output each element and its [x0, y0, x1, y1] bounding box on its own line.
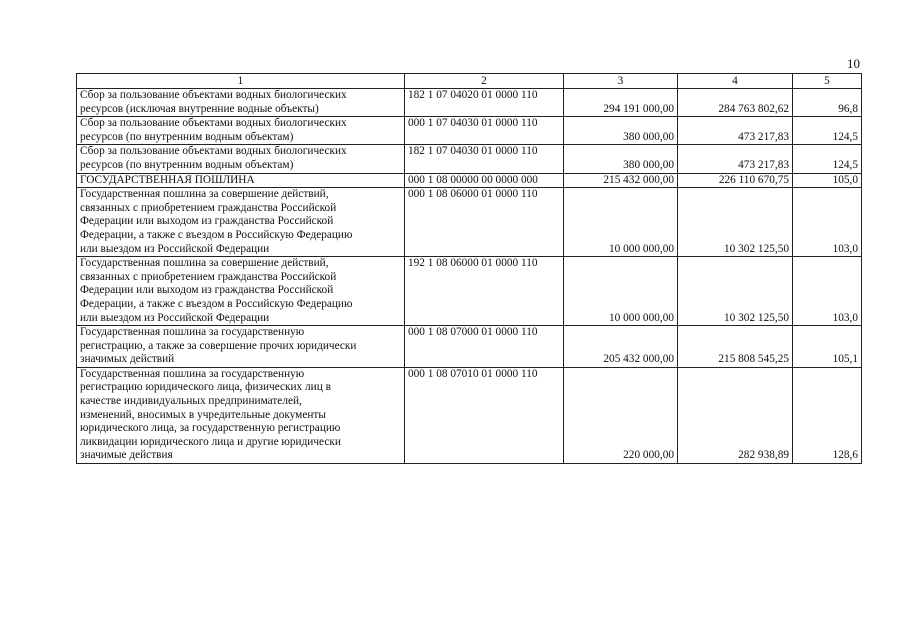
- header-cell: 2: [405, 74, 564, 89]
- header-cell: 3: [564, 74, 678, 89]
- percent-text: 105,1: [832, 353, 858, 366]
- percent-cell: [793, 326, 862, 368]
- actual-amount-cell: [678, 145, 793, 173]
- percent-cell: [793, 188, 862, 257]
- plan-amount-text: 10 000 000,00: [609, 311, 674, 324]
- revenue-name-text: ГОСУДАРСТВЕННАЯ ПОШЛИНА: [80, 173, 255, 186]
- actual-amount-cell: [678, 117, 793, 145]
- table-row: [77, 145, 862, 173]
- percent-text: 96,8: [838, 102, 858, 115]
- percent-cell: [793, 117, 862, 145]
- revenue-name-cell: [77, 89, 405, 117]
- actual-amount-text: 215 808 545,25: [718, 353, 789, 366]
- budget-code-cell: [405, 188, 564, 257]
- actual-amount-text: 473 217,83: [738, 130, 789, 143]
- budget-code-text: 000 1 08 07010 01 0000 110: [408, 367, 538, 380]
- revenue-name-cell: [77, 257, 405, 326]
- budget-code-text: 000 1 08 00000 00 0000 000: [408, 173, 538, 186]
- revenue-name-cell: [77, 145, 405, 173]
- table-row: [77, 117, 862, 145]
- plan-amount-cell: [564, 117, 678, 145]
- percent-text: 124,5: [832, 130, 858, 143]
- plan-amount-text: 294 191 000,00: [603, 102, 674, 115]
- percent-cell: [793, 173, 862, 188]
- table-header-row: [77, 74, 862, 89]
- plan-amount-cell: [564, 257, 678, 326]
- revenue-name-cell: [77, 326, 405, 368]
- plan-amount-cell: [564, 367, 678, 463]
- plan-amount-text: 10 000 000,00: [609, 242, 674, 255]
- actual-amount-cell: [678, 257, 793, 326]
- percent-cell: [793, 145, 862, 173]
- revenue-name-text: Государственная пошлина за совершение действий, связанных с приобретением гражданства Российской Федерации или выходом из гражданства Российской Федерации, а также с въездом в Российскую Федерацию или выездом из Российской Федерации: [80, 257, 353, 324]
- table-row: [77, 173, 862, 188]
- header-cell: 4: [678, 74, 793, 89]
- revenue-name-text: Государственная пошлина за государственную регистрацию, а также за совершение прочих юридически значимых действий: [80, 326, 357, 366]
- table-row: [77, 257, 862, 326]
- budget-code-text: 182 1 07 04020 01 0000 110: [408, 89, 538, 101]
- revenue-name-text: Государственная пошлина за государственную регистрацию юридического лица, физических лиц в качестве индивидуальных предпринимателей, изменений, вносимых в учредительные документы юридического лица, за государственную регистрацию ликвидации юридического лица и другие юридически значимые действия: [80, 367, 341, 462]
- plan-amount-text: 220 000,00: [623, 449, 674, 462]
- budget-code-cell: [405, 117, 564, 145]
- budget-code-cell: [405, 257, 564, 326]
- budget-code-cell: [405, 367, 564, 463]
- revenue-name-cell: [77, 188, 405, 257]
- plan-amount-cell: [564, 145, 678, 173]
- revenue-name-text: Сбор за пользование объектами водных биологических ресурсов (по внутренним водным объектам): [80, 117, 347, 143]
- budget-code-text: 000 1 08 07000 01 0000 110: [408, 326, 538, 339]
- budget-code-cell: [405, 326, 564, 368]
- plan-amount-text: 380 000,00: [623, 158, 674, 171]
- actual-amount-cell: [678, 326, 793, 368]
- percent-text: 128,6: [832, 449, 858, 462]
- revenue-name-text: Сбор за пользование объектами водных биологических ресурсов (по внутренним водным объектам): [80, 145, 347, 171]
- actual-amount-text: 473 217,83: [738, 158, 789, 171]
- actual-amount-text: 10 302 125,50: [724, 242, 789, 255]
- revenue-name-cell: [77, 367, 405, 463]
- header-cell: 1: [77, 74, 405, 89]
- actual-amount-cell: [678, 188, 793, 257]
- table-row: [77, 326, 862, 368]
- percent-text: 105,0: [832, 173, 858, 186]
- budget-code-text: 192 1 08 06000 01 0000 110: [408, 257, 538, 270]
- budget-code-text: 000 1 07 04030 01 0000 110: [408, 117, 538, 130]
- actual-amount-cell: [678, 173, 793, 188]
- plan-amount-text: 380 000,00: [623, 130, 674, 143]
- actual-amount-cell: [678, 89, 793, 117]
- actual-amount-text: 284 763 802,62: [718, 102, 789, 115]
- percent-cell: [793, 367, 862, 463]
- budget-code-text: 182 1 07 04030 01 0000 110: [408, 145, 538, 158]
- budget-code-cell: [405, 173, 564, 188]
- plan-amount-text: 215 432 000,00: [603, 173, 674, 186]
- percent-cell: [793, 257, 862, 326]
- plan-amount-cell: [564, 89, 678, 117]
- revenue-name-cell: [77, 173, 405, 188]
- budget-code-cell: [405, 89, 564, 117]
- plan-amount-cell: [564, 326, 678, 368]
- percent-cell: [793, 89, 862, 117]
- revenue-table: [76, 73, 862, 464]
- budget-code-text: 000 1 08 06000 01 0000 110: [408, 188, 538, 201]
- actual-amount-cell: [678, 367, 793, 463]
- revenue-name-text: Государственная пошлина за совершение действий, связанных с приобретением гражданства Российской Федерации или выходом из гражданства Российской Федерации, а также с въездом в Российскую Федерацию или выездом из Российской Федерации: [80, 188, 353, 255]
- revenue-name-cell: [77, 117, 405, 145]
- revenue-name-text: Сбор за пользование объектами водных биологических ресурсов (исключая внутренние водные объекты): [80, 89, 347, 115]
- table-row: [77, 188, 862, 257]
- percent-text: 103,0: [832, 242, 858, 255]
- page-number: 10: [847, 56, 860, 71]
- budget-code-cell: [405, 145, 564, 173]
- header-cell: 5: [793, 74, 862, 89]
- percent-text: 103,0: [832, 311, 858, 324]
- percent-text: 124,5: [832, 158, 858, 171]
- actual-amount-text: 282 938,89: [738, 449, 789, 462]
- plan-amount-text: 205 432 000,00: [603, 353, 674, 366]
- actual-amount-text: 226 110 670,75: [718, 173, 789, 186]
- table-row: [77, 89, 862, 117]
- plan-amount-cell: [564, 188, 678, 257]
- plan-amount-cell: [564, 173, 678, 188]
- table-row: [77, 367, 862, 463]
- actual-amount-text: 10 302 125,50: [724, 311, 789, 324]
